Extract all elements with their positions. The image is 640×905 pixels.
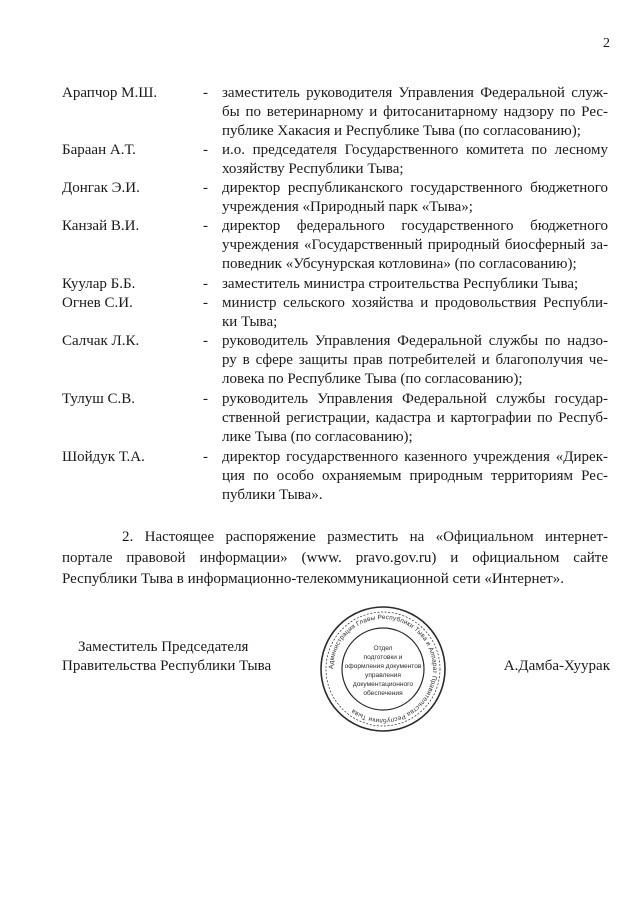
- stamp-center-text: [345, 645, 422, 697]
- stamp-ring-text: Администрация Главы Республики Тыва и Аппарат Правительства Республики Тыва: [327, 613, 439, 725]
- member-role: [222, 390, 608, 447]
- stamp-center-line: обеспечения: [363, 690, 403, 697]
- paragraph-2: 2. Настоящее распоряжение разместить на «Официальном интернет-портале правовой информации» (www. pravo.gov.ru) и официальном сайте Республики Тыва в информационно-телекоммуникационной сети «Интернет».: [62, 529, 608, 587]
- member-dash: -: [203, 142, 208, 158]
- member-dash: -: [203, 180, 208, 196]
- member-role-line: ру в сфере защиты прав потребителей и благополучия че-: [222, 352, 608, 368]
- member-name: Огнев С.И.: [62, 295, 133, 311]
- signature-position-line-1: Заместитель Председателя: [78, 639, 249, 655]
- member-role: [222, 84, 608, 141]
- signature-position-line-2: Правительства Республики Тыва: [62, 658, 272, 674]
- member-role-line: поведник «Убсунурская котловина» (по согласованию);: [222, 256, 577, 272]
- member-name: Канзай В.И.: [62, 218, 140, 234]
- member-dash: -: [203, 391, 208, 407]
- member-role-line: ция по особо охраняемым природным территориям Рес-: [222, 468, 608, 484]
- member-dash: -: [203, 333, 208, 349]
- member-name: Тулуш С.В.: [62, 391, 136, 407]
- member-role: [222, 294, 608, 332]
- member-name: Шойдук Т.А.: [62, 449, 145, 465]
- signature-position: [62, 638, 302, 676]
- member-role-line: министр сельского хозяйства и продовольствия Республи-: [222, 295, 608, 311]
- member-dash: -: [203, 449, 208, 465]
- member-dash: -: [203, 218, 208, 234]
- member-role-line: бы по ветеринарному и фитосанитарному надзору по Рес-: [222, 104, 608, 120]
- member-role-line: публике Хакасия и Республике Тыва (по согласованию);: [222, 123, 581, 139]
- member-role: [222, 217, 608, 274]
- stamp-center-line: документационного: [352, 681, 414, 688]
- signatory-name: А.Дамба-Хуурак: [503, 658, 610, 674]
- member-dash: -: [203, 276, 208, 292]
- official-stamp: [318, 604, 448, 734]
- member-role-line: ловека по Республике Тыва (по согласованию);: [222, 371, 523, 387]
- member-role-line: учреждения «Государственный природный биосферный за-: [222, 237, 608, 253]
- member-role: [222, 448, 608, 505]
- member-role-line: руководитель Управления Федеральной службы государ-: [222, 391, 608, 407]
- member-role: [222, 275, 608, 294]
- member-role-line: директор республиканского государственного бюджетного: [222, 180, 608, 196]
- member-role-line: директор федерального государственного бюджетного: [222, 218, 608, 234]
- member-role-line: публики Тыва».: [222, 487, 323, 503]
- official-stamp-graphic: [318, 604, 448, 734]
- member-dash: -: [203, 295, 208, 311]
- member-role-line: хозяйству Республики Тыва;: [222, 161, 404, 177]
- member-role-line: заместитель министра строительства Республики Тыва;: [222, 276, 579, 292]
- member-role-line: директор государственного казенного учреждения «Дирек-: [222, 449, 608, 465]
- member-role-line: учреждения «Природный парк «Тыва»;: [222, 199, 473, 215]
- member-role: [222, 141, 608, 179]
- stamp-center-line: оформления документов: [344, 663, 422, 670]
- member-name: Салчак Л.К.: [62, 333, 140, 349]
- stamp-center-line: Отдел: [373, 645, 393, 652]
- member-name: Арапчор М.Ш.: [62, 85, 158, 101]
- stamp-center-line: подготовки и: [363, 654, 403, 661]
- member-role-line: и.о. председателя Государственного комитета по лесному: [222, 142, 608, 158]
- member-role-line: руководитель Управления Федеральной службы по надзо-: [222, 333, 608, 349]
- member-role: [222, 332, 608, 389]
- member-dash: -: [203, 85, 208, 101]
- member-name: Бараан А.Т.: [62, 142, 136, 158]
- member-name: Куулар Б.Б.: [62, 276, 136, 292]
- page-number: 2: [603, 36, 610, 51]
- stamp-center-line: управления: [365, 672, 401, 679]
- member-role-line: лике Тыва (по согласованию);: [222, 429, 413, 445]
- member-role: [222, 179, 608, 217]
- member-role-line: ственной регистрации, кадастра и картографии по Респуб-: [222, 410, 608, 426]
- member-role-line: заместитель руководителя Управления Федеральной служ-: [222, 85, 608, 101]
- member-name: Донгак Э.И.: [62, 180, 140, 196]
- member-role-line: ки Тыва;: [222, 314, 278, 330]
